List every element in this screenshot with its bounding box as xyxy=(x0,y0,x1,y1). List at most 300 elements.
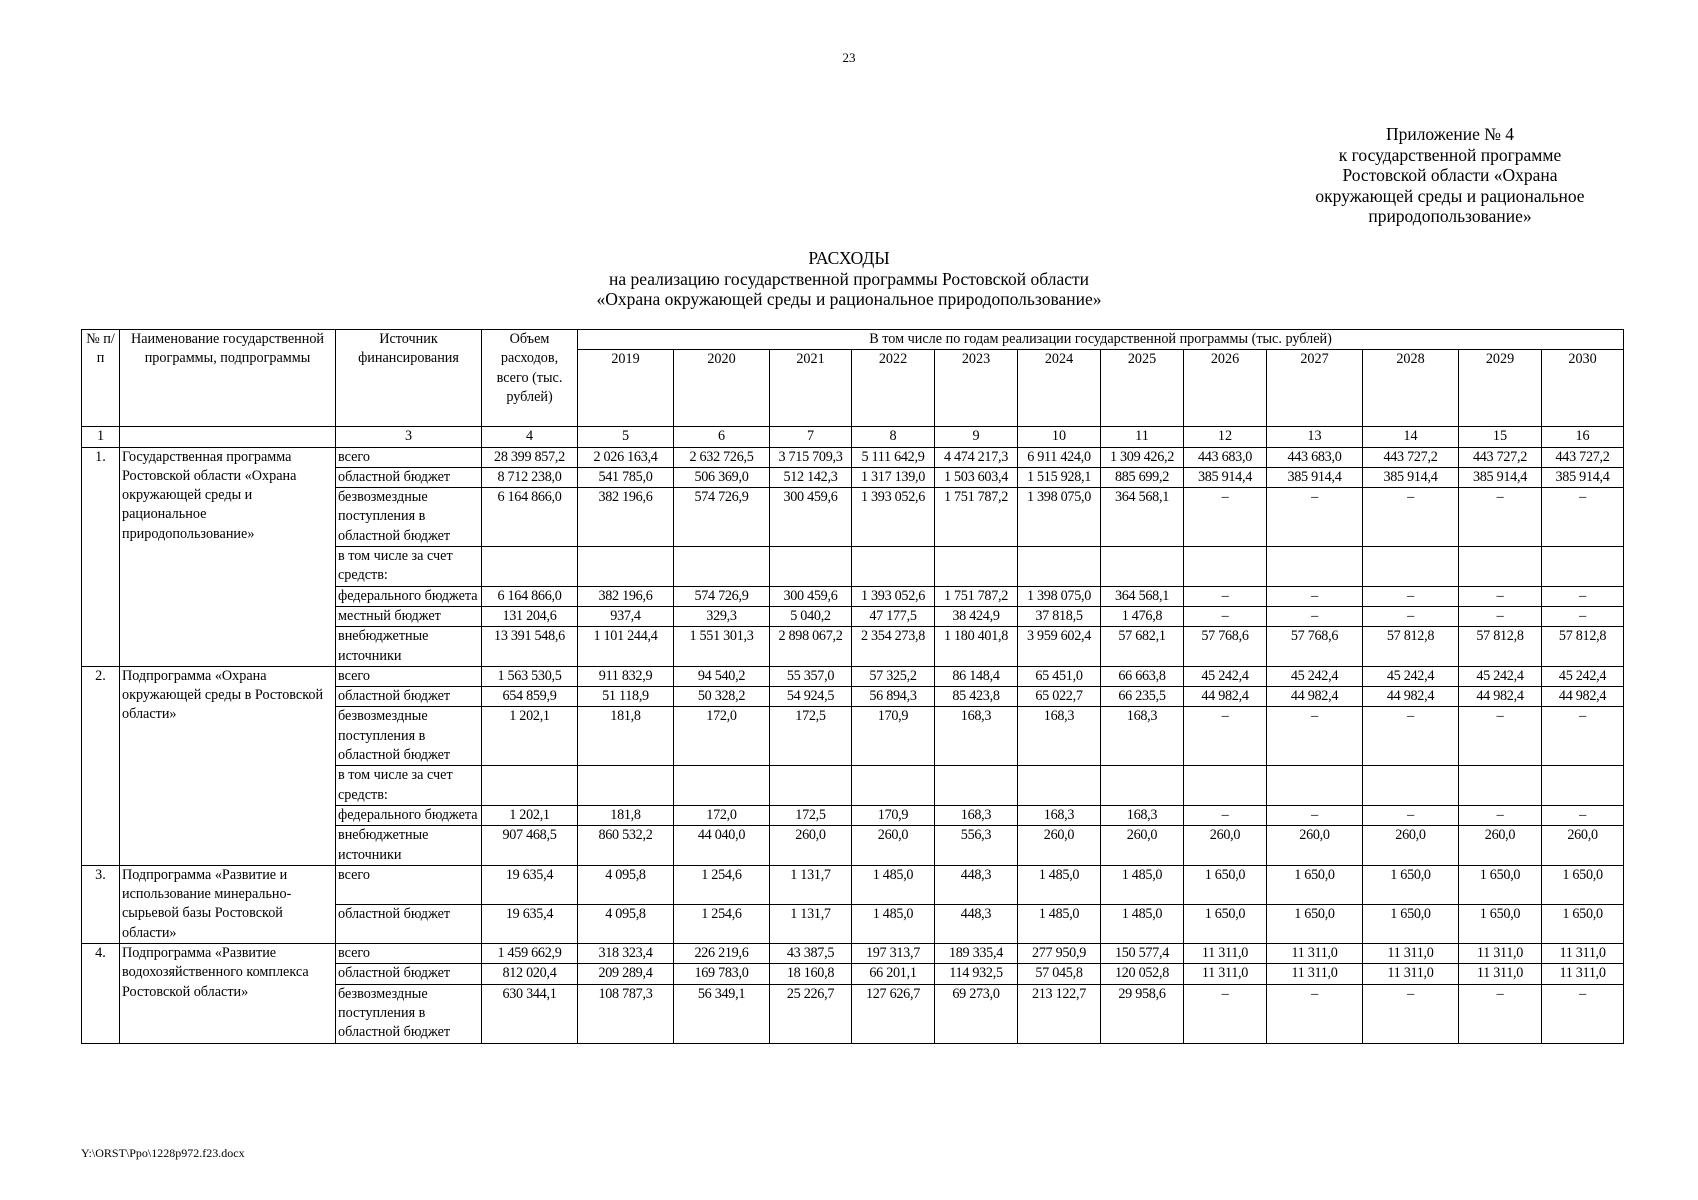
year-amount-cell: 189 335,4 xyxy=(935,944,1018,964)
year-amount-cell xyxy=(1101,547,1184,587)
year-amount-cell: – xyxy=(1184,984,1267,1043)
year-amount-cell: 169 783,0 xyxy=(674,964,770,984)
year-amount-cell: – xyxy=(1363,805,1459,825)
year-amount-cell: 209 289,4 xyxy=(578,964,674,984)
year-amount-cell: 170,9 xyxy=(852,707,935,766)
year-amount-cell xyxy=(1184,547,1267,587)
total-amount-cell: 1 202,1 xyxy=(482,805,578,825)
year-amount-cell: 55 357,0 xyxy=(770,666,852,686)
year-amount-cell: 66 201,1 xyxy=(852,964,935,984)
year-amount-cell: 47 177,5 xyxy=(852,606,935,626)
year-amount-cell: 5 111 642,9 xyxy=(852,447,935,467)
column-number xyxy=(120,427,336,447)
appendix-line: окружающей среды и рациональное xyxy=(1315,185,1585,206)
year-amount-cell: 44 982,4 xyxy=(1542,687,1624,707)
year-amount-cell: – xyxy=(1267,984,1363,1043)
year-amount-cell: 172,5 xyxy=(770,805,852,825)
year-amount-cell: 65 022,7 xyxy=(1018,687,1101,707)
year-amount-cell: 57 682,1 xyxy=(1101,627,1184,667)
year-amount-cell: – xyxy=(1267,707,1363,766)
funding-source: федерального бюджета xyxy=(336,586,482,606)
year-amount-cell: 4 095,8 xyxy=(578,865,674,904)
year-amount-cell: 1 485,0 xyxy=(852,865,935,904)
year-amount-cell: 443 683,0 xyxy=(1267,447,1363,467)
year-amount-cell: 45 242,4 xyxy=(1542,666,1624,686)
year-amount-cell: 382 196,6 xyxy=(578,488,674,547)
year-amount-cell xyxy=(578,547,674,587)
year-amount-cell: 385 914,4 xyxy=(1542,467,1624,487)
header-year: 2022 xyxy=(852,350,935,427)
year-amount-cell: 443 727,2 xyxy=(1459,447,1542,467)
year-amount-cell: 1 650,0 xyxy=(1184,904,1267,943)
title-line: «Охрана окружающей среды и рациональное природопользование» xyxy=(596,289,1102,309)
year-amount-cell: 168,3 xyxy=(1018,707,1101,766)
year-amount-cell: 574 726,9 xyxy=(674,488,770,547)
year-amount-cell: 44 982,4 xyxy=(1459,687,1542,707)
year-amount-cell: 197 313,7 xyxy=(852,944,935,964)
column-number: 15 xyxy=(1459,427,1542,447)
year-amount-cell: 172,5 xyxy=(770,707,852,766)
year-amount-cell: 260,0 xyxy=(1018,826,1101,866)
year-amount-cell xyxy=(1459,766,1542,806)
year-amount-cell: 6 911 424,0 xyxy=(1018,447,1101,467)
header-year: 2026 xyxy=(1184,350,1267,427)
year-amount-cell: 114 932,5 xyxy=(935,964,1018,984)
year-amount-cell: 11 311,0 xyxy=(1267,964,1363,984)
year-amount-cell: 5 040,2 xyxy=(770,606,852,626)
year-amount-cell: 2 026 163,4 xyxy=(578,447,674,467)
year-amount-cell: 11 311,0 xyxy=(1542,964,1624,984)
year-amount-cell: 150 577,4 xyxy=(1101,944,1184,964)
table-row xyxy=(82,447,1624,467)
year-amount-cell: 44 982,4 xyxy=(1267,687,1363,707)
column-number: 11 xyxy=(1101,427,1184,447)
column-numbers-row xyxy=(82,427,1624,447)
column-number: 6 xyxy=(674,427,770,447)
year-amount-cell: 168,3 xyxy=(1101,707,1184,766)
column-number: 8 xyxy=(852,427,935,447)
year-amount-cell: 168,3 xyxy=(1101,805,1184,825)
year-amount-cell: – xyxy=(1363,606,1459,626)
year-amount-cell: 556,3 xyxy=(935,826,1018,866)
year-amount-cell: – xyxy=(1184,488,1267,547)
funding-source: областной бюджет xyxy=(336,904,482,943)
year-amount-cell: 1 131,7 xyxy=(770,865,852,904)
total-amount-cell: 907 468,5 xyxy=(482,826,578,866)
year-amount-cell: 1 751 787,2 xyxy=(935,488,1018,547)
year-amount-cell: 1 751 787,2 xyxy=(935,586,1018,606)
funding-source: всего xyxy=(336,865,482,904)
year-amount-cell: 44 040,0 xyxy=(674,826,770,866)
year-amount-cell: – xyxy=(1459,586,1542,606)
year-amount-cell: 574 726,9 xyxy=(674,586,770,606)
year-amount-cell: 94 540,2 xyxy=(674,666,770,686)
year-amount-cell: – xyxy=(1542,488,1624,547)
year-amount-cell xyxy=(935,766,1018,806)
year-amount-cell: – xyxy=(1267,805,1363,825)
appendix-line: Приложение № 4 xyxy=(1385,124,1515,144)
year-amount-cell: 44 982,4 xyxy=(1363,687,1459,707)
table-row xyxy=(82,865,1624,904)
year-amount-cell: 66 235,5 xyxy=(1101,687,1184,707)
year-amount-cell: 860 532,2 xyxy=(578,826,674,866)
year-amount-cell xyxy=(770,766,852,806)
year-amount-cell: 11 311,0 xyxy=(1267,944,1363,964)
funding-source: всего xyxy=(336,944,482,964)
header-year: 2028 xyxy=(1363,350,1459,427)
year-amount-cell: 277 950,9 xyxy=(1018,944,1101,964)
year-amount-cell: 1 551 301,3 xyxy=(674,627,770,667)
year-amount-cell: 181,8 xyxy=(578,707,674,766)
year-amount-cell: 385 914,4 xyxy=(1459,467,1542,487)
year-amount-cell: 1 650,0 xyxy=(1267,865,1363,904)
funding-source: в том числе за счет средств: xyxy=(336,766,482,806)
year-amount-cell xyxy=(1363,766,1459,806)
year-amount-cell: 168,3 xyxy=(935,805,1018,825)
year-amount-cell: 260,0 xyxy=(1542,826,1624,866)
year-amount-cell: – xyxy=(1363,984,1459,1043)
year-amount-cell: 86 148,4 xyxy=(935,666,1018,686)
total-amount-cell: 6 164 866,0 xyxy=(482,488,578,547)
column-number: 5 xyxy=(578,427,674,447)
year-amount-cell: – xyxy=(1267,606,1363,626)
year-amount-cell xyxy=(1542,766,1624,806)
year-amount-cell: 2 632 726,5 xyxy=(674,447,770,467)
year-amount-cell: 1 485,0 xyxy=(1018,865,1101,904)
year-amount-cell xyxy=(674,766,770,806)
year-amount-cell: 885 699,2 xyxy=(1101,467,1184,487)
year-amount-cell: – xyxy=(1459,984,1542,1043)
year-amount-cell xyxy=(1267,766,1363,806)
year-amount-cell: 172,0 xyxy=(674,707,770,766)
year-amount-cell: 37 818,5 xyxy=(1018,606,1101,626)
total-amount-cell: 28 399 857,2 xyxy=(482,447,578,467)
column-number: 9 xyxy=(935,427,1018,447)
year-amount-cell: 260,0 xyxy=(852,826,935,866)
row-number: 4. xyxy=(82,944,120,1043)
year-amount-cell: 1 393 052,6 xyxy=(852,586,935,606)
year-amount-cell xyxy=(1363,547,1459,587)
year-amount-cell: 1 485,0 xyxy=(1018,904,1101,943)
year-amount-cell: – xyxy=(1184,707,1267,766)
year-amount-cell xyxy=(674,547,770,587)
year-amount-cell: 29 958,6 xyxy=(1101,984,1184,1043)
year-amount-cell: 1 650,0 xyxy=(1184,865,1267,904)
year-amount-cell: 181,8 xyxy=(578,805,674,825)
total-amount-cell: 1 202,1 xyxy=(482,707,578,766)
expenses-table xyxy=(81,329,1624,1044)
year-amount-cell: 11 311,0 xyxy=(1363,944,1459,964)
program-name: Подпрограмма «Охрана окружающей среды в Ростовской области» xyxy=(120,666,336,865)
column-number: 4 xyxy=(482,427,578,447)
year-amount-cell: 1 650,0 xyxy=(1459,904,1542,943)
year-amount-cell: 385 914,4 xyxy=(1184,467,1267,487)
funding-source: безвозмездные поступления в областной бюджет xyxy=(336,707,482,766)
table-body xyxy=(82,330,1624,1044)
year-amount-cell: 1 254,6 xyxy=(674,904,770,943)
header-year: 2020 xyxy=(674,350,770,427)
year-amount-cell: 168,3 xyxy=(1018,805,1101,825)
title-heading: РАСХОДЫ xyxy=(808,248,890,268)
year-amount-cell: 443 727,2 xyxy=(1363,447,1459,467)
header-year: 2029 xyxy=(1459,350,1542,427)
year-amount-cell: 260,0 xyxy=(770,826,852,866)
year-amount-cell xyxy=(1267,547,1363,587)
total-amount-cell: 654 859,9 xyxy=(482,687,578,707)
year-amount-cell: – xyxy=(1459,606,1542,626)
funding-source: федерального бюджета xyxy=(336,805,482,825)
year-amount-cell: 172,0 xyxy=(674,805,770,825)
year-amount-cell: 1 650,0 xyxy=(1363,904,1459,943)
year-amount-cell: 43 387,5 xyxy=(770,944,852,964)
year-amount-cell: – xyxy=(1363,586,1459,606)
year-amount-cell: 168,3 xyxy=(935,707,1018,766)
year-amount-cell: – xyxy=(1184,805,1267,825)
year-amount-cell: 120 052,8 xyxy=(1101,964,1184,984)
funding-source: местный бюджет xyxy=(336,606,482,626)
year-amount-cell: 382 196,6 xyxy=(578,586,674,606)
funding-source: всего xyxy=(336,666,482,686)
year-amount-cell: 385 914,4 xyxy=(1267,467,1363,487)
year-amount-cell: 3 715 709,3 xyxy=(770,447,852,467)
year-amount-cell: 2 354 273,8 xyxy=(852,627,935,667)
year-amount-cell: – xyxy=(1363,488,1459,547)
year-amount-cell: 11 311,0 xyxy=(1184,964,1267,984)
year-amount-cell: 1 254,6 xyxy=(674,865,770,904)
page-number: 23 xyxy=(842,50,856,65)
year-amount-cell: 45 242,4 xyxy=(1363,666,1459,686)
year-amount-cell: 364 568,1 xyxy=(1101,586,1184,606)
year-amount-cell: – xyxy=(1459,488,1542,547)
funding-source: областной бюджет xyxy=(336,687,482,707)
year-amount-cell: 44 982,4 xyxy=(1184,687,1267,707)
total-amount-cell: 630 344,1 xyxy=(482,984,578,1043)
year-amount-cell: 127 626,7 xyxy=(852,984,935,1043)
funding-source: безвозмездные поступления в областной бюджет xyxy=(336,984,482,1043)
total-amount-cell: 19 635,4 xyxy=(482,904,578,943)
year-amount-cell: 1 650,0 xyxy=(1542,904,1624,943)
column-number: 1 xyxy=(82,427,120,447)
year-amount-cell xyxy=(1459,547,1542,587)
year-amount-cell: 1 485,0 xyxy=(1101,865,1184,904)
total-amount-cell xyxy=(482,547,578,587)
header-year: 2023 xyxy=(935,350,1018,427)
year-amount-cell: 69 273,0 xyxy=(935,984,1018,1043)
year-amount-cell xyxy=(935,547,1018,587)
total-amount-cell xyxy=(482,766,578,806)
year-amount-cell: 51 118,9 xyxy=(578,687,674,707)
document-title xyxy=(0,248,1698,310)
year-amount-cell: 1 476,8 xyxy=(1101,606,1184,626)
year-amount-cell: 300 459,6 xyxy=(770,586,852,606)
year-amount-cell: 25 226,7 xyxy=(770,984,852,1043)
year-amount-cell: – xyxy=(1459,805,1542,825)
total-amount-cell: 19 635,4 xyxy=(482,865,578,904)
year-amount-cell: 1 101 244,4 xyxy=(578,627,674,667)
header-years-group: В том числе по годам реализации государственной программы (тыс. рублей) xyxy=(578,330,1624,350)
year-amount-cell: 45 242,4 xyxy=(1267,666,1363,686)
year-amount-cell: 364 568,1 xyxy=(1101,488,1184,547)
table-row xyxy=(82,944,1624,964)
year-amount-cell: 3 959 602,4 xyxy=(1018,627,1101,667)
year-amount-cell: 38 424,9 xyxy=(935,606,1018,626)
year-amount-cell: 66 663,8 xyxy=(1101,666,1184,686)
year-amount-cell: 1 131,7 xyxy=(770,904,852,943)
year-amount-cell: 1 180 401,8 xyxy=(935,627,1018,667)
total-amount-cell: 8 712 238,0 xyxy=(482,467,578,487)
year-amount-cell: 108 787,3 xyxy=(578,984,674,1043)
appendix-note xyxy=(1255,124,1645,227)
title-line: на реализацию государственной программы Ростовской области xyxy=(608,268,1089,289)
year-amount-cell: 57 812,8 xyxy=(1542,627,1624,667)
year-amount-cell: 1 398 075,0 xyxy=(1018,586,1101,606)
header-year: 2025 xyxy=(1101,350,1184,427)
year-amount-cell: 1 309 426,2 xyxy=(1101,447,1184,467)
year-amount-cell: 11 311,0 xyxy=(1363,964,1459,984)
year-amount-cell: – xyxy=(1267,488,1363,547)
year-amount-cell: 300 459,6 xyxy=(770,488,852,547)
year-amount-cell: – xyxy=(1542,586,1624,606)
year-amount-cell: 57 768,6 xyxy=(1184,627,1267,667)
year-amount-cell: 443 683,0 xyxy=(1184,447,1267,467)
column-number: 13 xyxy=(1267,427,1363,447)
year-amount-cell: 4 474 217,3 xyxy=(935,447,1018,467)
year-amount-cell: 1 650,0 xyxy=(1363,865,1459,904)
total-amount-cell: 13 391 548,6 xyxy=(482,627,578,667)
row-number: 2. xyxy=(82,666,120,865)
funding-source: областной бюджет xyxy=(336,964,482,984)
year-amount-cell: 11 311,0 xyxy=(1542,944,1624,964)
year-amount-cell: 1 515 928,1 xyxy=(1018,467,1101,487)
year-amount-cell: 448,3 xyxy=(935,904,1018,943)
header-year: 2027 xyxy=(1267,350,1363,427)
row-number: 1. xyxy=(82,447,120,666)
table-row xyxy=(82,666,1624,686)
funding-source: в том числе за счет средств: xyxy=(336,547,482,587)
year-amount-cell: 57 768,6 xyxy=(1267,627,1363,667)
header-num: № п/п xyxy=(82,330,120,427)
year-amount-cell: 45 242,4 xyxy=(1184,666,1267,686)
file-path-footer: Y:\ORST\Ppo\1228p972.f23.docx xyxy=(81,1146,245,1160)
total-amount-cell: 812 020,4 xyxy=(482,964,578,984)
year-amount-cell: 937,4 xyxy=(578,606,674,626)
program-name: Подпрограмма «Развитие водохозяйственного комплекса Ростовской области» xyxy=(120,944,336,1043)
year-amount-cell: 56 894,3 xyxy=(852,687,935,707)
column-number: 12 xyxy=(1184,427,1267,447)
header-total: Объем расходов, всего (тыс. рублей) xyxy=(482,330,578,427)
year-amount-cell: 506 369,0 xyxy=(674,467,770,487)
header-year: 2019 xyxy=(578,350,674,427)
year-amount-cell: 57 045,8 xyxy=(1018,964,1101,984)
header-year: 2024 xyxy=(1018,350,1101,427)
column-number: 10 xyxy=(1018,427,1101,447)
year-amount-cell: 1 503 603,4 xyxy=(935,467,1018,487)
year-amount-cell: 512 142,3 xyxy=(770,467,852,487)
year-amount-cell: 18 160,8 xyxy=(770,964,852,984)
year-amount-cell: – xyxy=(1363,707,1459,766)
year-amount-cell: 1 650,0 xyxy=(1459,865,1542,904)
year-amount-cell: 2 898 067,2 xyxy=(770,627,852,667)
year-amount-cell: 1 650,0 xyxy=(1542,865,1624,904)
column-number: 7 xyxy=(770,427,852,447)
year-amount-cell: 541 785,0 xyxy=(578,467,674,487)
year-amount-cell: 318 323,4 xyxy=(578,944,674,964)
total-amount-cell: 1 563 530,5 xyxy=(482,666,578,686)
funding-source: безвозмездные поступления в областной бюджет xyxy=(336,488,482,547)
year-amount-cell: – xyxy=(1542,805,1624,825)
row-number: 3. xyxy=(82,865,120,943)
year-amount-cell: 385 914,4 xyxy=(1363,467,1459,487)
year-amount-cell xyxy=(1018,766,1101,806)
year-amount-cell: 1 317 139,0 xyxy=(852,467,935,487)
year-amount-cell: 85 423,8 xyxy=(935,687,1018,707)
column-number: 16 xyxy=(1542,427,1624,447)
funding-source: внебюджетные источники xyxy=(336,627,482,667)
year-amount-cell: 260,0 xyxy=(1459,826,1542,866)
year-amount-cell: 448,3 xyxy=(935,865,1018,904)
year-amount-cell: 1 398 075,0 xyxy=(1018,488,1101,547)
year-amount-cell: 213 122,7 xyxy=(1018,984,1101,1043)
header-year: 2021 xyxy=(770,350,852,427)
year-amount-cell: 1 485,0 xyxy=(1101,904,1184,943)
header-name: Наименование государственной программы, подпрограммы xyxy=(120,330,336,427)
year-amount-cell: 260,0 xyxy=(1267,826,1363,866)
appendix-line: к государственной программе xyxy=(1338,144,1562,165)
year-amount-cell xyxy=(852,766,935,806)
total-amount-cell: 131 204,6 xyxy=(482,606,578,626)
program-name: Государственная программа Ростовской области «Охрана окружающей среды и рациональное природопользование» xyxy=(120,447,336,666)
year-amount-cell: 45 242,4 xyxy=(1459,666,1542,686)
year-amount-cell xyxy=(770,547,852,587)
year-amount-cell: 11 311,0 xyxy=(1459,944,1542,964)
year-amount-cell: 50 328,2 xyxy=(674,687,770,707)
total-amount-cell: 6 164 866,0 xyxy=(482,586,578,606)
total-amount-cell: 1 459 662,9 xyxy=(482,944,578,964)
year-amount-cell: 911 832,9 xyxy=(578,666,674,686)
year-amount-cell xyxy=(1542,547,1624,587)
year-amount-cell: 1 393 052,6 xyxy=(852,488,935,547)
funding-source: областной бюджет xyxy=(336,467,482,487)
program-name: Подпрограмма «Развитие и использование минерально-сырьевой базы Ростовской области» xyxy=(120,865,336,943)
year-amount-cell: 260,0 xyxy=(1363,826,1459,866)
year-amount-cell: 443 727,2 xyxy=(1542,447,1624,467)
year-amount-cell: – xyxy=(1542,707,1624,766)
year-amount-cell: – xyxy=(1184,606,1267,626)
year-amount-cell xyxy=(852,547,935,587)
funding-source: внебюджетные источники xyxy=(336,826,482,866)
year-amount-cell: 57 812,8 xyxy=(1459,627,1542,667)
year-amount-cell: 56 349,1 xyxy=(674,984,770,1043)
year-amount-cell: 1 650,0 xyxy=(1267,904,1363,943)
header-source: Источник финансирования xyxy=(336,330,482,427)
funding-source: всего xyxy=(336,447,482,467)
year-amount-cell: 65 451,0 xyxy=(1018,666,1101,686)
year-amount-cell: 11 311,0 xyxy=(1184,944,1267,964)
year-amount-cell: 11 311,0 xyxy=(1459,964,1542,984)
column-number: 14 xyxy=(1363,427,1459,447)
year-amount-cell xyxy=(1101,766,1184,806)
year-amount-cell: 170,9 xyxy=(852,805,935,825)
year-amount-cell: – xyxy=(1459,707,1542,766)
year-amount-cell xyxy=(1018,547,1101,587)
column-number: 3 xyxy=(336,427,482,447)
year-amount-cell: – xyxy=(1542,606,1624,626)
year-amount-cell: – xyxy=(1542,984,1624,1043)
year-amount-cell: – xyxy=(1184,586,1267,606)
year-amount-cell: 226 219,6 xyxy=(674,944,770,964)
year-amount-cell: – xyxy=(1267,586,1363,606)
year-amount-cell: 4 095,8 xyxy=(578,904,674,943)
